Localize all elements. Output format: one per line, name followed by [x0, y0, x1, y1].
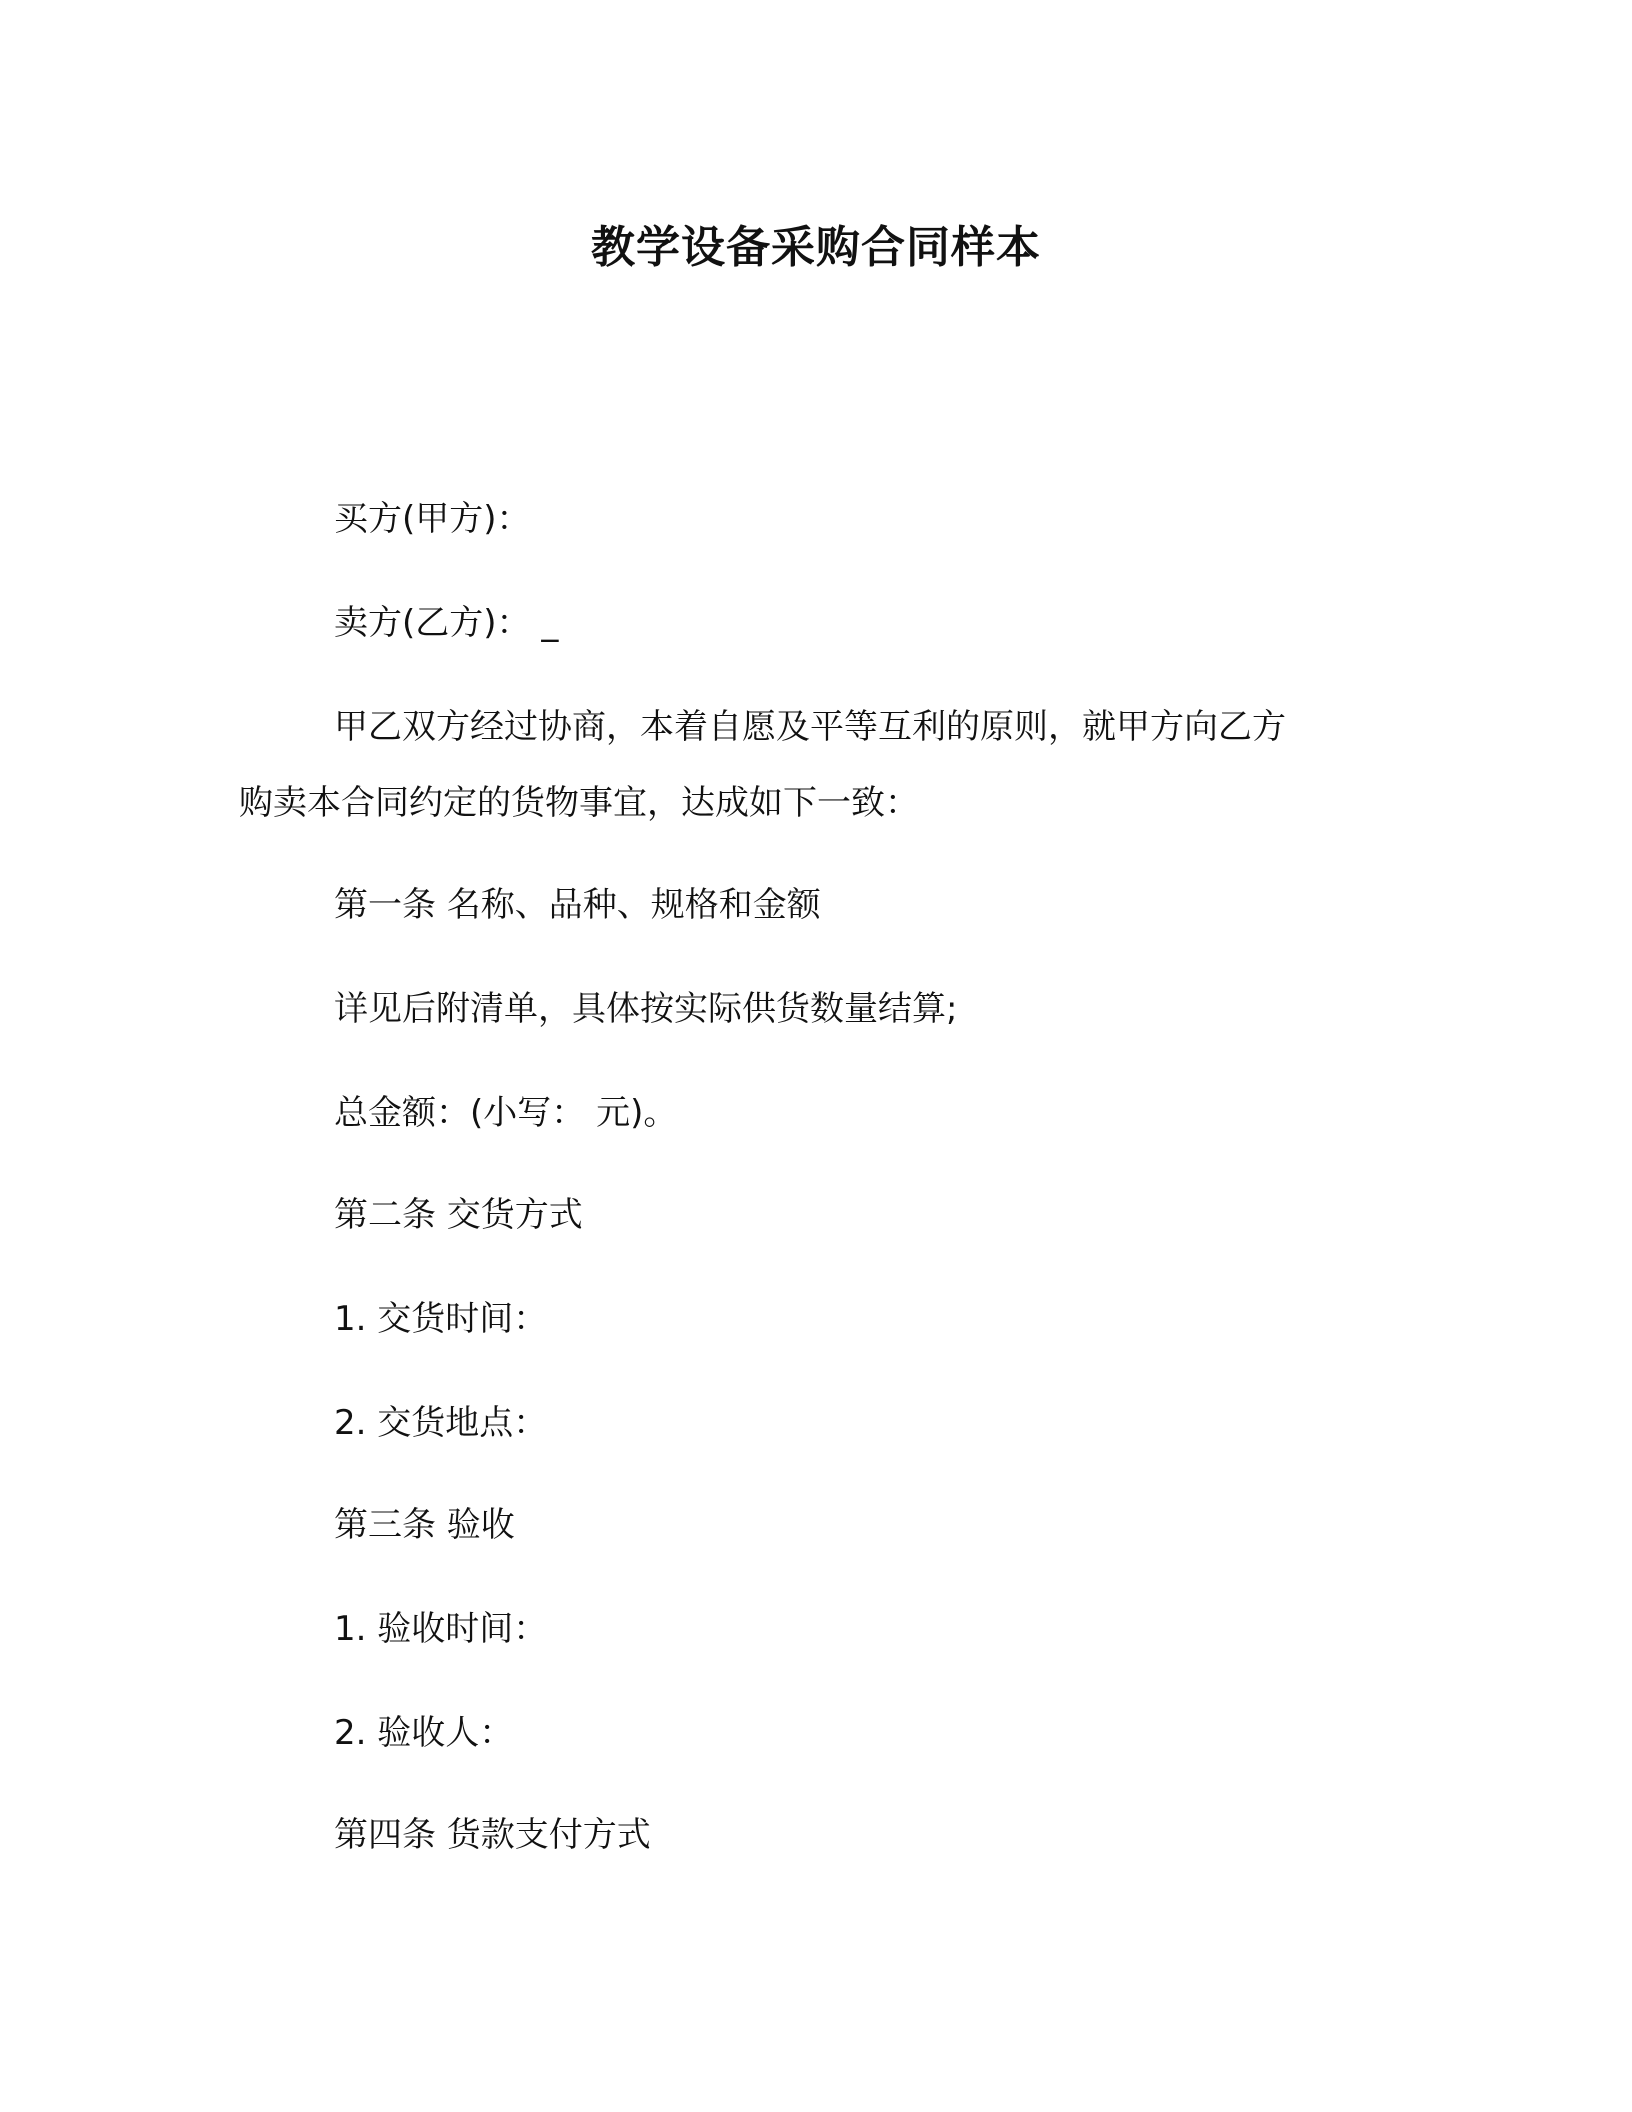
article-2-item-1: 1. 交货时间：: [334, 1299, 548, 1339]
article-4-heading: 第四条 货款支付方式: [334, 1815, 651, 1855]
article-2-heading: 第二条 交货方式: [334, 1195, 583, 1235]
article-1-total: 总金额：(小写： 元)。: [334, 1093, 678, 1133]
article-1-heading: 第一条 名称、品种、规格和金额: [334, 885, 821, 925]
article-2-item-2: 2. 交货地点：: [334, 1403, 548, 1443]
document-title: 教学设备采购合同样本: [591, 222, 1041, 273]
seller-line: 卖方(乙方)： _: [334, 603, 559, 643]
article-3-item-1: 1. 验收时间：: [334, 1609, 548, 1649]
article-1-detail: 详见后附清单，具体按实际供货数量结算;: [334, 989, 958, 1029]
article-3-heading: 第三条 验收: [334, 1505, 515, 1545]
intro-paragraph-line-2: 购卖本合同约定的货物事宜，达成如下一致：: [239, 783, 919, 823]
buyer-line: 买方(甲方)：: [334, 499, 531, 539]
intro-paragraph-line-1: 甲乙双方经过协商，本着自愿及平等互利的原则，就甲方向乙方: [334, 707, 1286, 747]
article-3-item-2: 2. 验收人：: [334, 1713, 514, 1753]
